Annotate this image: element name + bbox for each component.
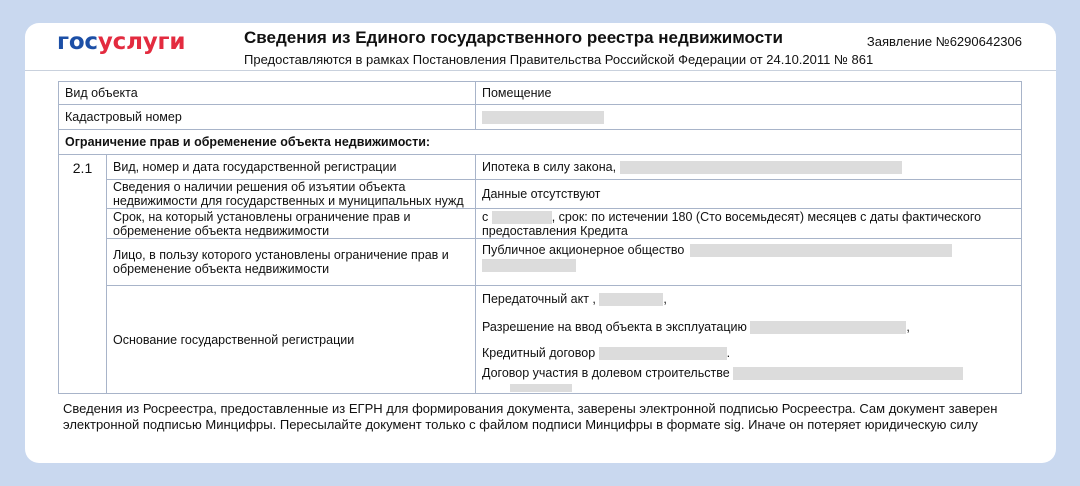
- redacted-block: [482, 111, 604, 124]
- header-divider: [25, 70, 1056, 71]
- logo-part-uslugi: услуги: [97, 29, 186, 55]
- basis-item: [482, 366, 1021, 394]
- registration-basis-value: [476, 286, 1021, 393]
- basis-item: [482, 320, 1021, 346]
- document-subtitle: Предоставляются в рамках Постановления Правительства Российской Федерации от 24.10.2011 № 861: [244, 52, 874, 67]
- redacted-block: [599, 347, 727, 360]
- item-number: 2.1: [72, 160, 93, 176]
- restriction-term-value: [476, 209, 1021, 238]
- basis-item: [482, 292, 1021, 320]
- beneficiary-label: Лицо, в пользу которого установлены ограничение прав и обременение объекта недвижимости: [113, 248, 449, 276]
- basis-item-text: Передаточный акт ,: [482, 292, 596, 306]
- basis-item-suffix: ,: [906, 320, 910, 334]
- object-type-label: Вид объекта: [65, 86, 138, 100]
- restriction-term-label: Срок, на который установлены ограничение прав и обременение объекта недвижимости: [113, 209, 411, 238]
- seizure-decision-value: Данные отсутствуют: [482, 187, 601, 201]
- basis-item-text: Разрешение на ввод объекта в эксплуатацию: [482, 320, 747, 334]
- cadastral-number-value: [476, 105, 1021, 129]
- footer-note: Сведения из Росреестра, предоставленные из ЕГРН для формирования документа, заверены электронной подписью Росреестра. Сам документ заверен электронной подписью Минцифры. Пересылайте документ только с файлом подписи Минцифры в формате sig. Иначе он потеряет юридическую силу: [63, 401, 998, 432]
- document-title: Сведения из Единого государственного реестра недвижимости: [244, 28, 783, 47]
- restriction-term-text: , срок: по истечении 180 (Сто восемьдесят) месяцев с даты фактического предоставления Кредита: [482, 210, 982, 239]
- registration-value-text: Ипотека в силу закона,: [482, 160, 617, 174]
- basis-item-suffix: ,: [663, 292, 667, 306]
- redacted-block: [482, 259, 576, 272]
- redacted-block: [733, 367, 963, 380]
- registration-value: [476, 155, 1021, 179]
- basis-item: [482, 346, 1021, 366]
- basis-item-suffix: .: [726, 346, 731, 360]
- restrictions-section-title: Ограничение прав и обременение объекта недвижимости:: [65, 135, 431, 149]
- beneficiary-value-text: Публичное акционерное общество: [482, 243, 685, 257]
- basis-item-text: Договор участия в долевом строительстве: [482, 366, 730, 380]
- logo-part-gos: гос: [57, 29, 98, 55]
- object-type-value: Помещение: [482, 86, 552, 100]
- redacted-block: [510, 384, 572, 392]
- restriction-term-prefix: с: [482, 210, 489, 224]
- redacted-block: [599, 293, 663, 306]
- redacted-block: [750, 321, 906, 334]
- gosuslugi-logo[interactable]: [57, 29, 185, 55]
- registration-basis-label: Основание государственной регистрации: [113, 332, 355, 347]
- beneficiary-value: [476, 239, 1021, 285]
- statement-number: Заявление №6290642306: [866, 34, 1022, 49]
- document-card: [25, 23, 1056, 463]
- redacted-block: [620, 161, 902, 174]
- seizure-decision-label: Сведения о наличии решения об изъятии объекта недвижимости для государственных и муниципальных нужд: [113, 180, 464, 208]
- registration-label: Вид, номер и дата государственной регистрации: [113, 160, 397, 174]
- redacted-block: [492, 211, 552, 224]
- cadastral-number-label: Кадастровый номер: [65, 110, 182, 124]
- redacted-block: [690, 244, 952, 257]
- basis-item-text: Кредитный договор: [482, 346, 596, 360]
- egrn-table: [58, 81, 1022, 394]
